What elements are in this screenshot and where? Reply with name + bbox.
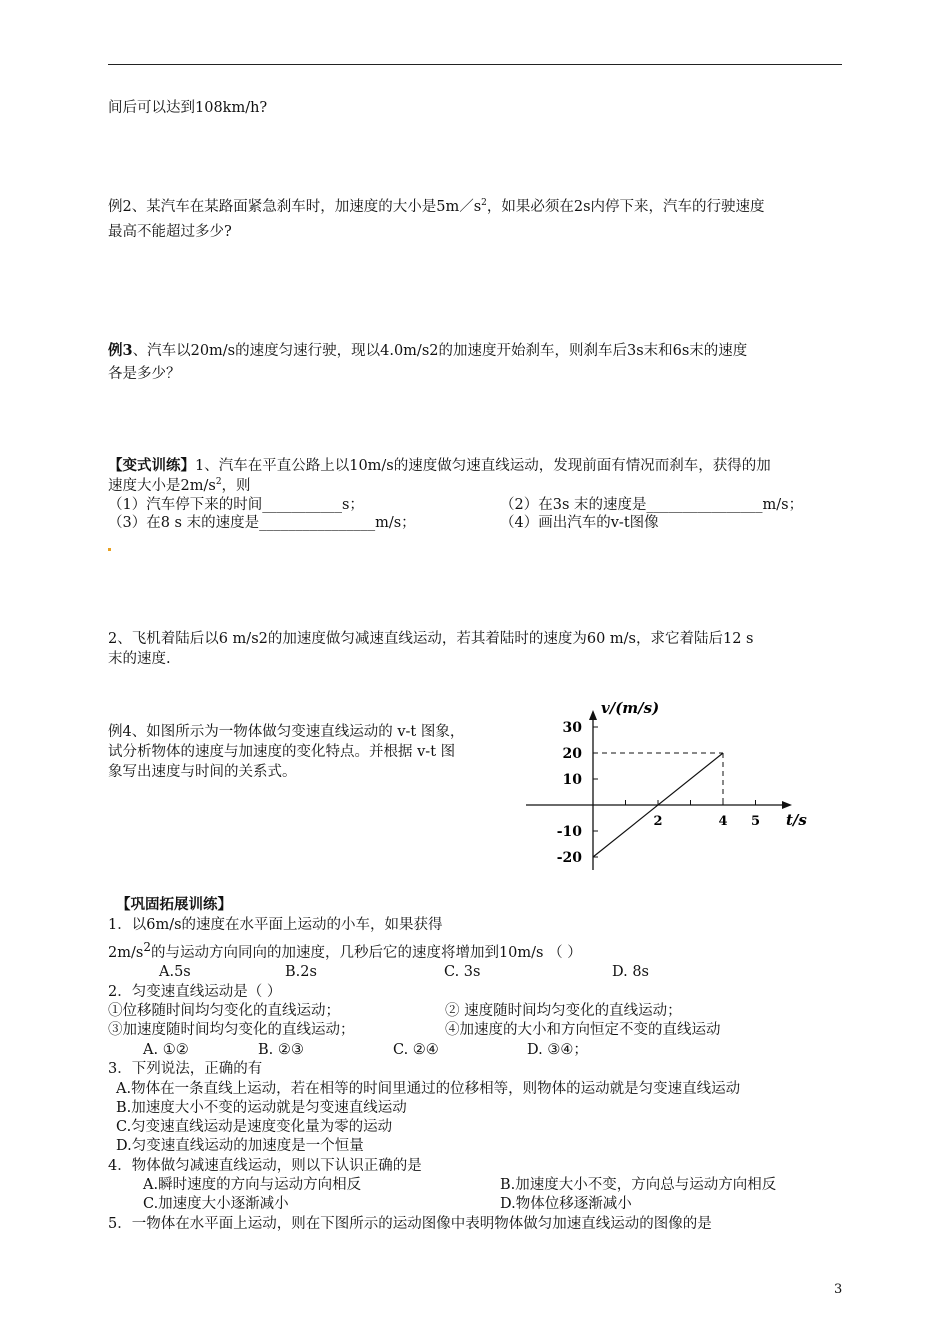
consolidation-q1-option-b: B.2s: [285, 964, 317, 980]
consolidation-q1-option-c: C. 3s: [444, 964, 481, 980]
y-tick-label: 20: [562, 746, 582, 762]
consolidation-q2: 2．匀变速直线运动是（ ）: [108, 984, 282, 1000]
consolidation-q1-line-2: $2m/s^2$的与运动方向同向的加速度，几秒后它的速度将增加到10m/s （ ）: [108, 940, 582, 961]
example-2-line-2: 最高不能超过多少?: [108, 224, 232, 240]
consolidation-q2-option-c: C. ②④: [393, 1042, 439, 1058]
example-3-line-1: 例3、汽车以20m/s的速度匀速行驶，现以4.0m/s2的加速度开始刹车，则刹车后3s末和6s末的速度: [108, 342, 748, 359]
consolidation-q3-option-a: A.物体在一条直线上运动，若在相等的时间里通过的位移相等，则物体的运动就是匀变速直线运动: [116, 1081, 741, 1097]
consolidation-q2-statement-4: ④加速度的大小和方向恒定不变的直线运动: [445, 1022, 721, 1038]
consolidation-q4-option-c: C.加速度大小逐渐减小: [143, 1196, 289, 1212]
consolidation-q2-statement-1: ①位移随时间均匀变化的直线运动；: [108, 1003, 340, 1019]
y-tick-label: 30: [562, 720, 582, 736]
consolidation-q2-statement-2: ② 速度随时间均匀变化的直线运动；: [445, 1003, 682, 1019]
y-axis-label: v/(m/s): [601, 699, 660, 717]
header-rule: [108, 64, 842, 65]
consolidation-q4-option-d: D.物体位移逐渐减小: [500, 1196, 632, 1212]
consolidation-q1-option-d: D. 8s: [612, 964, 649, 980]
x-axis-arrow: [782, 801, 792, 809]
consolidation-q4-option-b: B.加速度大小不变，方向总与运动方向相反: [500, 1177, 777, 1193]
example-4-line-1: 例4、如图所示为一物体做匀变速直线运动的 v-t 图象，: [108, 724, 465, 740]
consolidation-q2-option-d: D. ③④；: [527, 1042, 588, 1058]
y-tick-label: 10: [562, 772, 582, 788]
consolidation-q3-option-b: B.加速度大小不变的运动就是匀变速直线运动: [116, 1100, 407, 1116]
consolidation-q2-statement-3: ③加速度随时间均匀变化的直线运动；: [108, 1022, 355, 1038]
consolidation-q1-line-1: 1．以6m/s的速度在水平面上运动的小车，如果获得: [108, 917, 443, 933]
variant-q2-line-2: 末的速度.: [108, 651, 171, 667]
y-axis-arrow: [589, 710, 597, 720]
consolidation-q3-option-c: C.匀变速直线运动是速度变化量为零的运动: [116, 1119, 393, 1135]
variant-q1-line-1: 【变式训练】1、汽车在平直公路上以10m/s的速度做匀速直线运动，发现前面有情况而刹车，获得的加: [108, 457, 771, 474]
page-number: 3: [834, 1282, 843, 1297]
variant-q1-part-2: （2）在3s 末的速度是________________m/s；: [500, 497, 804, 513]
consolidation-q3-option-d: D.匀变速直线运动的加速度是一个恒量: [116, 1138, 364, 1154]
vt-graph: [520, 692, 810, 882]
variant-q1-line-2: 速度大小是$2m/s^2$，则: [108, 477, 251, 494]
consolidation-q1-option-a: A.5s: [159, 964, 191, 980]
question-tail: 间后可以达到108km/h?: [108, 100, 268, 116]
x-tick-label: 4: [718, 814, 728, 829]
variant-q1-part-3: （3）在8 s 末的速度是________________m/s；: [108, 515, 416, 531]
example-4-line-3: 象写出速度与时间的关系式。: [108, 764, 297, 780]
x-tick-label: 5: [750, 814, 761, 829]
edit-mark: [108, 548, 111, 551]
y-tick-label: -10: [556, 824, 582, 840]
variant-q1-part-4: （4）画出汽车的v-t图像: [500, 515, 659, 531]
x-tick-label: 2: [653, 814, 663, 829]
example-4-line-2: 试分析物体的速度与加速度的变化特点。并根据 v-t 图: [108, 744, 456, 760]
consolidation-title: 【巩固拓展训练】: [116, 896, 232, 913]
variant-q1-part-1: （1）汽车停下来的时间___________s；: [108, 497, 364, 513]
consolidation-q3: 3．下列说法，正确的有: [108, 1061, 263, 1077]
consolidation-q2-option-b: B. ②③: [258, 1042, 304, 1058]
x-axis-label: t/s: [786, 811, 807, 829]
example-3-line-2: 各是多少？: [108, 366, 181, 382]
variant-q2-line-1: 2、飞机着陆后以6 m/s2的加速度做匀减速直线运动，若其着陆时的速度为60 m/s，求它着陆后12 s: [108, 631, 754, 647]
consolidation-q4-option-a: A.瞬时速度的方向与运动方向相反: [143, 1177, 362, 1193]
example-2-line-1: 例2、某汽车在某路面紧急刹车时，加速度的大小是$5m/s^2$，如果必须在2s内停下来，汽车的行驶速度: [108, 198, 765, 215]
consolidation-q2-option-a: A. ①②: [143, 1042, 189, 1058]
consolidation-q4: 4．物体做匀减速直线运动，则以下认识正确的是: [108, 1158, 422, 1174]
consolidation-q5: 5．一物体在水平面上运动，则在下图所示的运动图像中表明物体做匀加速直线运动的图像的是: [108, 1216, 712, 1232]
y-tick-label: -20: [556, 850, 582, 866]
